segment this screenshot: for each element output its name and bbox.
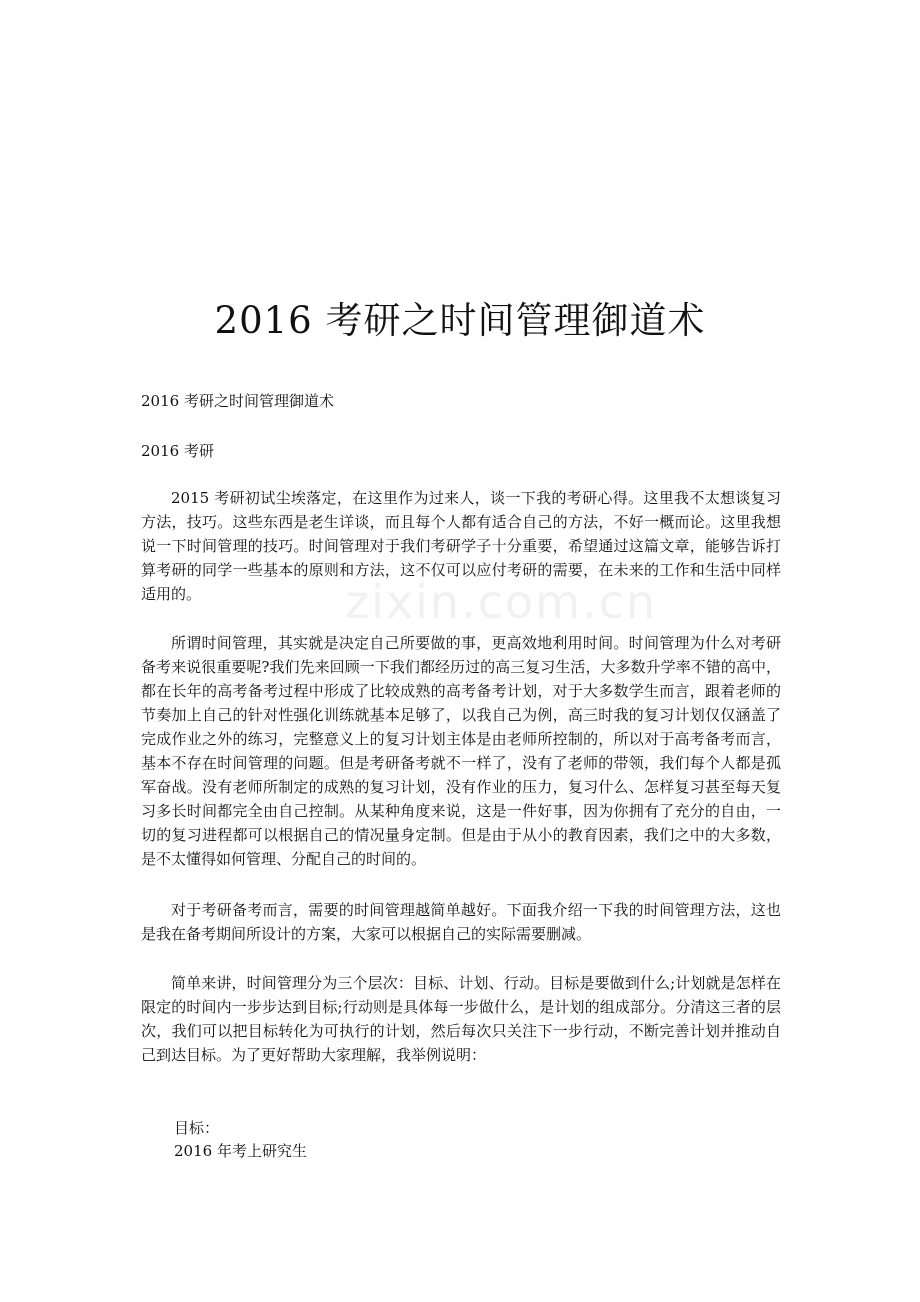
- paragraph-text: 简单来讲，时间管理分为三个层次：目标、计划、行动。目标是要做到什么;计划就是怎样在限定的时间内一步步达到目标;行动则是具体每一步做什么，是计划的组成部分。分清这三者的层次，我们可以把目标转化为可执行的计划，然后每次只关注下一步行动，不断完善计划并推动自己到达目标。为了更好帮助大家理解，我举例说明：: [141, 974, 781, 1064]
- paragraph-3: [141, 898, 781, 946]
- paragraph-text: 对于考研备考而言，需要的时间管理越简单越好。下面我介绍一下我的时间管理方法，这也是我在备考期间所设计的方案，大家可以根据自己的实际需要删减。: [141, 901, 781, 943]
- tag-text: 2016 考研: [141, 442, 214, 460]
- paragraph-text: 2015 考研初试尘埃落定，在这里作为过来人，谈一下我的考研心得。这里我不太想谈复习方法，技巧。这些东西是老生详谈，而且每个人都有适合自己的方法，不好一概而论。这里我想说一下时间管理的技巧。时间管理对于我们考研学子十分重要，希望通过这篇文章，能够告诉打算考研的同学一些基本的原则和方法，这不仅可以应付考研的需要，在未来的工作和生活中同样适用的。: [141, 489, 781, 603]
- document-subtitle: [141, 389, 781, 413]
- subtitle-text: 2016 考研之时间管理御道术: [141, 392, 334, 410]
- goal-label: [174, 1116, 814, 1140]
- paragraph-4: [141, 971, 781, 1067]
- paragraph-text: 所谓时间管理，其实就是决定自己所要做的事，更高效地利用时间。时间管理为什么对考研备考来说很重要呢?我们先来回顾一下我们都经历过的高三复习生活，大多数升学率不错的高中，都在长年的高考备考过程中形成了比较成熟的高考备考计划，对于大多数学生而言，跟着老师的节奏加上自己的针对性强化训练就基本足够了，以我自己为例，高三时我的复习计划仅仅涵盖了完成作业之外的练习，完整意义上的复习计划主体是由老师所控制的，所以对于高考备考而言，基本不存在时间管理的问题。但是考研备考就不一样了，没有了老师的带领，我们每个人都是孤军奋战。没有老师所制定的成熟的复习计划，没有作业的压力，复习什么、怎样复习甚至每天复习多长时间都完全由自己控制。从某种角度来说，这是一件好事，因为你拥有了充分的自由，一切的复习进程都可以根据自己的情况量身定制。但是由于从小的教育因素，我们之中的大多数，是不太懂得如何管理、分配自己的时间的。: [141, 634, 781, 868]
- document-tag: [141, 439, 781, 463]
- goal-label-text: 目标：: [174, 1119, 220, 1137]
- paragraph-2: [141, 631, 781, 871]
- watermark: zixin.com.cn: [345, 575, 658, 629]
- goal-value-text: 2016 年考上研究生: [174, 1142, 307, 1160]
- goal-value: [174, 1139, 814, 1163]
- document-title: 2016 考研之时间管理御道术: [214, 299, 706, 342]
- paragraph-1: [141, 486, 781, 606]
